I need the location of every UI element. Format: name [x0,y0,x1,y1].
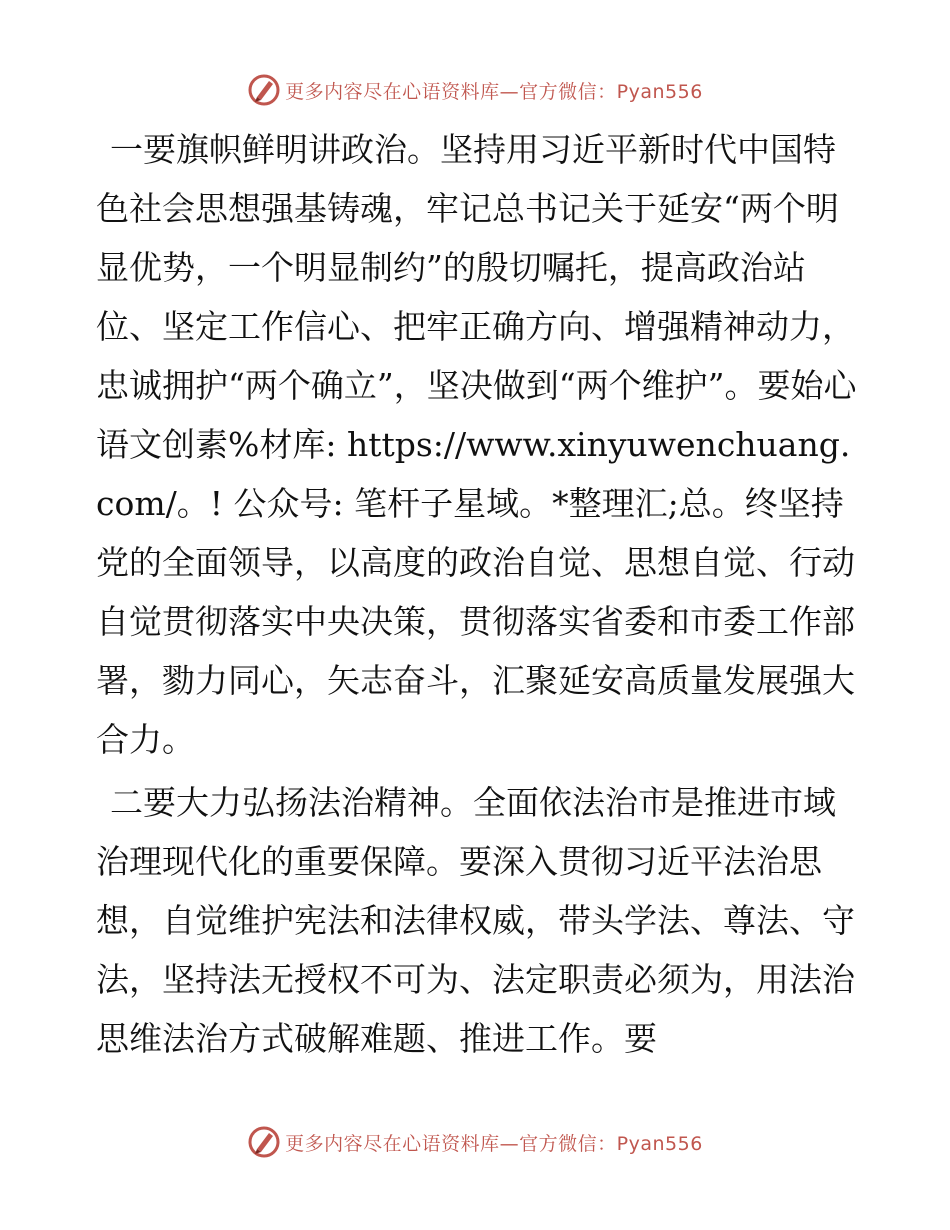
red-pen-logo-icon [247,1125,281,1159]
document-body [96,120,866,1072]
paragraph-2: 二要大力弘扬法治精神。全面依法治市是推进市域治理现代化的重要保障。要深入贯彻习近平法治思想，自觉维护宪法和法律权威，带头学法、尊法、守法，坚持法无授权不可为、法定职责必须为，用法治思维法治方式破解难题、推进工作。要 [96,783,855,1058]
red-pen-logo-icon [247,73,281,107]
paragraph-1: 一要旗帜鲜明讲政治。坚持用习近平新时代中国特色社会思想强基铸魂，牢记总书记关于延安“两个明显优势，一个明显制约”的殷切嘱托，提高政治站位、坚定工作信心、把牢正确方向、增强精神动力，忠诚拥护“两个确立”，坚决做到“两个维护”。要始心语文创素%材库: https://www.xinyuwenchuang.com/。! 公众号: 笔杆子星域。*整理汇;总。终坚持党的全面领导，以高度的政治自觉、思想自觉、行动自觉贯彻落实中央决策，贯彻落实省委和市委工作部署，勠力同心，矢志奋斗，汇聚延安高质量发展强大合力。 [96,130,857,759]
header-banner [0,72,950,108]
footer-banner [0,1124,950,1160]
header-banner-text: 更多内容尽在心语资料库—官方微信：Pyan556 [285,80,703,103]
footer-banner-text: 更多内容尽在心语资料库—官方微信：Pyan556 [285,1132,703,1155]
